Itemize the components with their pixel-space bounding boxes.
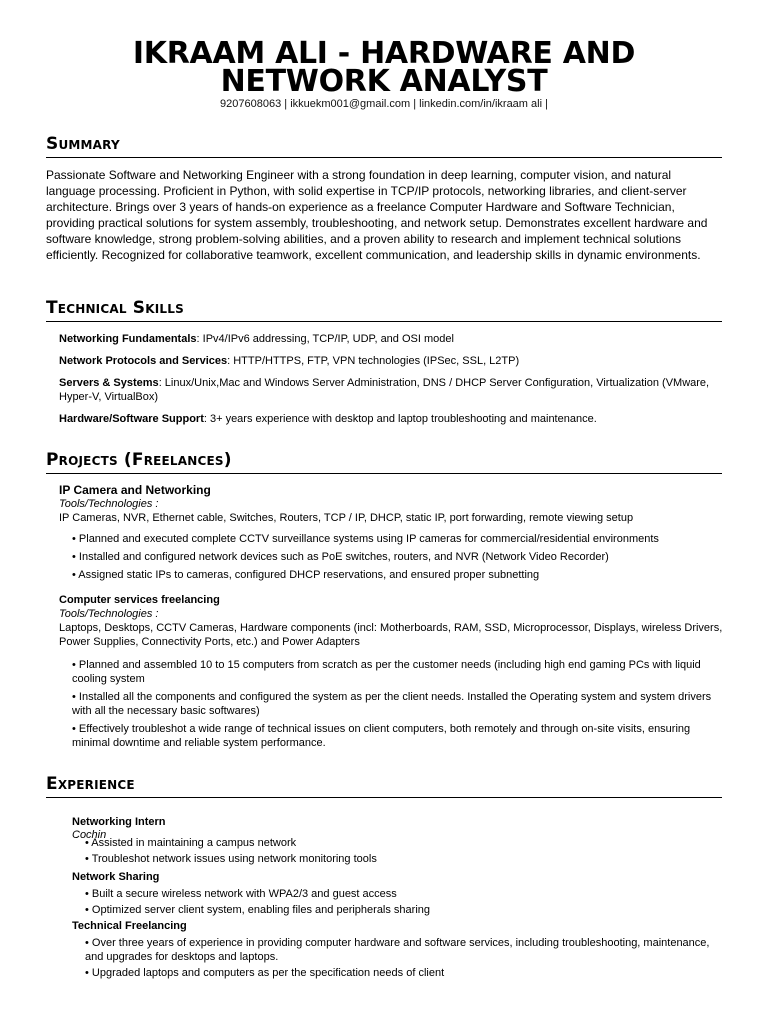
project-bullets — [59, 532, 723, 582]
project-tools: IP Cameras, NVR, Ethernet cable, Switches, Routers, TCP / IP, DHCP, static IP, port forwarding, remote viewing setup — [59, 512, 634, 524]
summary-heading: Summary — [46, 133, 722, 158]
experience-title: Technical Freelancing — [72, 920, 187, 932]
project-ip-camera — [59, 483, 723, 582]
skill-value: : Linux/Unix,Mac and Windows Server Administration, DNS / DHCP Server Configuration, Virtualization (VMware, Hyper-V, VirtualBox) — [59, 377, 710, 403]
project-bullets — [59, 658, 723, 750]
experience-heading: Experience — [46, 773, 722, 798]
experience-bullets — [72, 836, 722, 866]
project-title: IP Camera and Networking — [59, 483, 211, 497]
skill-label: Networking Fundamentals — [59, 333, 197, 345]
experience-bullets — [72, 936, 722, 980]
technical-skills-heading: Technical Skills — [46, 297, 722, 322]
contact-line: 9207608063 | ikkuekm001@gmail.com | linkedin.com/in/ikraam ali | — [220, 98, 548, 110]
list-item: • Planned and executed complete CCTV surveillance systems using IP cameras for commercial/residential environments — [72, 533, 659, 545]
experience-networking-intern — [72, 815, 722, 866]
skill-value: : HTTP/HTTPS, FTP, VPN technologies (IPSec, SSL, L2TP) — [227, 355, 520, 367]
project-computer-services — [59, 593, 723, 750]
experience-technical-freelancing — [72, 919, 722, 980]
list-item: • Upgraded laptops and computers as per the specification needs of client — [85, 967, 445, 979]
experience-location: Cochin — [72, 829, 107, 841]
list-item: • Planned and assembled 10 to 15 computers from scratch as per the customer needs (including high end gaming PCs with liquid cooling system — [72, 659, 701, 685]
skill-hardware-software-support — [59, 412, 719, 426]
list-item: • Installed all the components and configured the system as per the client needs. Installed the Operating system and system drivers with all the necessary basic softwares) — [72, 691, 712, 717]
experience-title: Networking Intern — [72, 816, 166, 828]
list-item: • Effectively troubleshot a wide range of technical issues on client computers, both remotely and through on-site visits, ensuring minimal downtime and reliable system performance. — [72, 723, 691, 749]
project-tools-label: Tools/Technologies : — [59, 608, 159, 620]
skill-label: Hardware/Software Support — [59, 413, 204, 425]
skill-label: Servers & Systems — [59, 377, 159, 389]
list-item: • Assisted in maintaining a campus network — [85, 837, 297, 849]
list-item: • Assigned static IPs to cameras, configured DHCP reservations, and ensured proper subnetting — [72, 569, 540, 581]
skill-value: : 3+ years experience with desktop and laptop troubleshooting and maintenance. — [203, 413, 597, 425]
experience-network-sharing — [72, 870, 722, 917]
list-item: • Troubleshot network issues using network monitoring tools — [85, 853, 377, 865]
skill-label: Network Protocols and Services — [59, 355, 228, 367]
projects-heading: Projects (Freelances) — [46, 449, 722, 474]
skill-networking-fundamentals — [59, 332, 719, 346]
skill-servers-systems — [59, 376, 719, 404]
list-item: • Over three years of experience in providing computer hardware and software services, including troubleshooting, maintenance, and upgrades for desktops and laptops. — [85, 937, 710, 963]
experience-bullets — [72, 887, 722, 917]
resume-name-title: IKRAAM ALI - HARDWARE AND NETWORK ANALYST — [132, 36, 636, 99]
list-item: • Optimized server client system, enabling files and peripherals sharing — [85, 904, 431, 916]
skill-network-protocols — [59, 354, 719, 368]
experience-title: Network Sharing — [72, 871, 160, 883]
summary-text: Passionate Software and Networking Engineer with a strong foundation in deep learning, computer vision, and natural language processing. Proficient in Python, with solid expertise in TCP/IP protocols, networking libraries, and client-server architecture. Brings over 3 years of hands-on experience as a freelance Computer Hardware and Software Technician, providing practical solutions for system assembly, troubleshooting, and network setup. Demonstrates excellent hardware and software knowledge, strong problem-solving abilities, and a proven ability to research and implement technical solutions efficiently. Recognized for collaborative teamwork, excellent communication, and leadership skills in dynamic environments. — [46, 168, 708, 262]
list-item: • Installed and configured network devices such as PoE switches, routers, and NVR (Network Video Recorder) — [72, 551, 609, 563]
list-item: • Built a secure wireless network with WPA2/3 and guest access — [85, 888, 397, 900]
project-tools: Laptops, Desktops, CCTV Cameras, Hardware components (incl: Motherboards, RAM, SSD, Microprocessor, Displays, wireless Drivers, Power Supplies, Connectivity Ports, etc.) and Power Adapters — [59, 622, 723, 648]
project-title: Computer services freelancing — [59, 594, 220, 606]
project-tools-label: Tools/Technologies : — [59, 498, 159, 510]
skill-value: : IPv4/IPv6 addressing, TCP/IP, UDP, and OSI model — [196, 333, 454, 345]
